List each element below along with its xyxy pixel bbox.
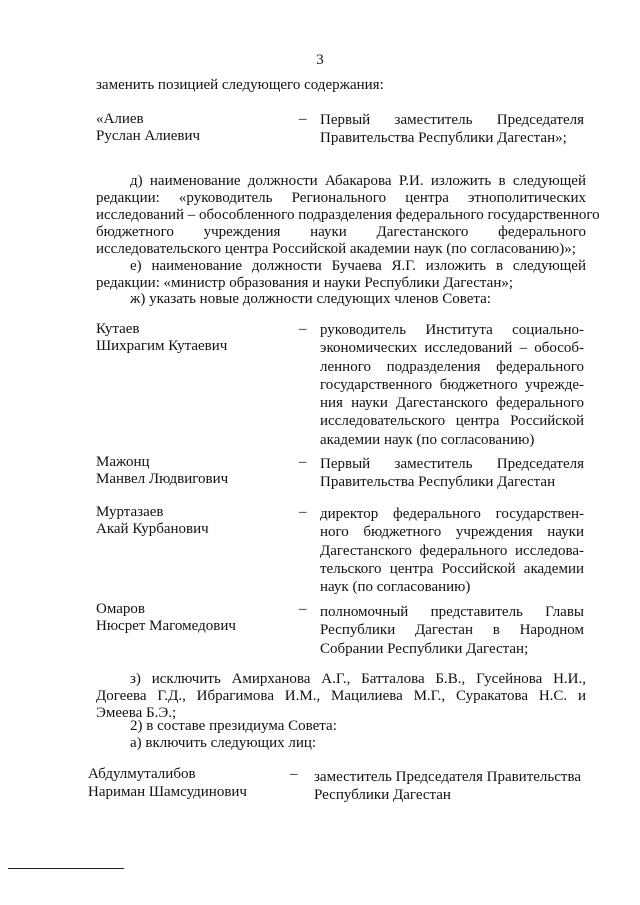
position-line: ленного подразделения федерального — [320, 358, 584, 375]
para-zh-line: ж) указать новые должности следующих членов Совета: — [130, 291, 491, 307]
para-d-line: редакции: «руководитель Регионального центра этнополитических — [96, 190, 586, 206]
member-mazhonts-given-name: Манвел Людвигович — [96, 471, 229, 487]
position-line: Первый заместитель Председателя — [320, 456, 584, 472]
aliev-position-line: Первый заместитель Председателя — [320, 112, 584, 128]
para-d-line: исследовательского центра Российской академии наук (по согласованию)»; — [96, 241, 576, 257]
page-number: 3 — [316, 52, 324, 68]
item-2a-line: а) включить следующих лиц: — [130, 735, 317, 751]
position-line: академии наук (по согласованию) — [320, 431, 535, 448]
member-mazhonts-dash: – — [299, 454, 307, 470]
position-line: директор федерального государствен- — [320, 506, 584, 522]
position-line: полномочный представитель Главы — [320, 604, 584, 620]
position-line: Собрании Республики Дагестан; — [320, 640, 529, 657]
aliev-dash: – — [299, 111, 307, 127]
para-z-line: Эмеева Б.Э.; — [96, 705, 177, 721]
intro-line: заменить позицией следующего содержания: — [96, 77, 384, 93]
aliev-position-line: Правительства Республики Дагестан»; — [320, 130, 567, 147]
para-z-line: Догеева Г.Д., Ибрагимова И.М., Мацилиева М.Г., Суракатова Н.С. и — [96, 688, 586, 704]
para-z-line: з) исключить Амирханова А.Г., Батталова Б.В., Гусейнова Н.И., — [130, 671, 586, 687]
member-kutaev-position — [320, 321, 584, 449]
para-d-line: исследований – обособленного подразделения федерального государственного — [96, 207, 600, 223]
position-line: Республики Дагестан — [314, 787, 451, 804]
member-omarov-position — [320, 603, 584, 658]
member-kutaev-given-name: Шихрагим Кутаевич — [96, 338, 228, 354]
member-omarov-surname: Омаров — [96, 601, 145, 617]
member-mazhonts-position — [320, 455, 584, 492]
member-omarov-given-name: Нюсрет Магомедович — [96, 618, 236, 634]
para-d-line: бюджетного учреждения науки Дагестанского федерального — [96, 224, 586, 240]
member-murtazaev-dash: – — [299, 504, 307, 520]
member-murtazaev-given-name: Акай Курбанович — [96, 521, 209, 537]
aliev-position — [320, 111, 584, 148]
position-line: заместитель Председателя Правительства — [314, 769, 582, 785]
abdulmutalibov-dash: – — [290, 766, 298, 782]
position-line: тельского центра Российской академии — [320, 560, 584, 577]
position-line: Правительства Республики Дагестан — [320, 474, 556, 491]
member-kutaev-surname: Кутаев — [96, 321, 140, 337]
abdulmutalibov-given-name: Нариман Шамсудинович — [88, 784, 247, 800]
abdulmutalibov-position — [314, 768, 586, 805]
member-omarov-dash: – — [299, 601, 307, 617]
member-kutaev-dash: – — [299, 321, 307, 337]
position-line: руководитель Института социально- — [320, 322, 584, 338]
position-line: государственного бюджетного учрежде- — [320, 376, 584, 393]
abdulmutalibov-surname: Абдулмуталибов — [88, 766, 196, 782]
position-line: Дагестанского федерального исследова- — [320, 542, 584, 559]
position-line: ного бюджетного учреждения науки — [320, 524, 584, 541]
para-d-line: д) наименование должности Абакарова Р.И. изложить в следующей — [130, 173, 586, 189]
member-murtazaev-surname: Муртазаев — [96, 504, 164, 520]
member-murtazaev-position — [320, 505, 584, 596]
item-2-line: 2) в составе президиума Совета: — [130, 718, 337, 734]
para-e-line: е) наименование должности Бучаева Я.Г. изложить в следующей — [130, 258, 586, 274]
position-line: Республики Дагестан в Народном — [320, 622, 584, 639]
aliev-surname: «Алиев — [96, 111, 144, 127]
position-line: ния науки Дагестанского федерального — [320, 395, 584, 412]
member-mazhonts-surname: Мажонц — [96, 454, 150, 470]
para-e-line: редакции: «министр образования и науки Республики Дагестан»; — [96, 275, 514, 291]
position-line: экономических исследований – обособ- — [320, 340, 584, 357]
position-line: наук (по согласованию) — [320, 579, 471, 596]
position-line: исследовательского центра Российской — [320, 413, 584, 430]
aliev-given-name: Руслан Алиевич — [96, 128, 201, 144]
footnote-rule — [8, 868, 124, 869]
